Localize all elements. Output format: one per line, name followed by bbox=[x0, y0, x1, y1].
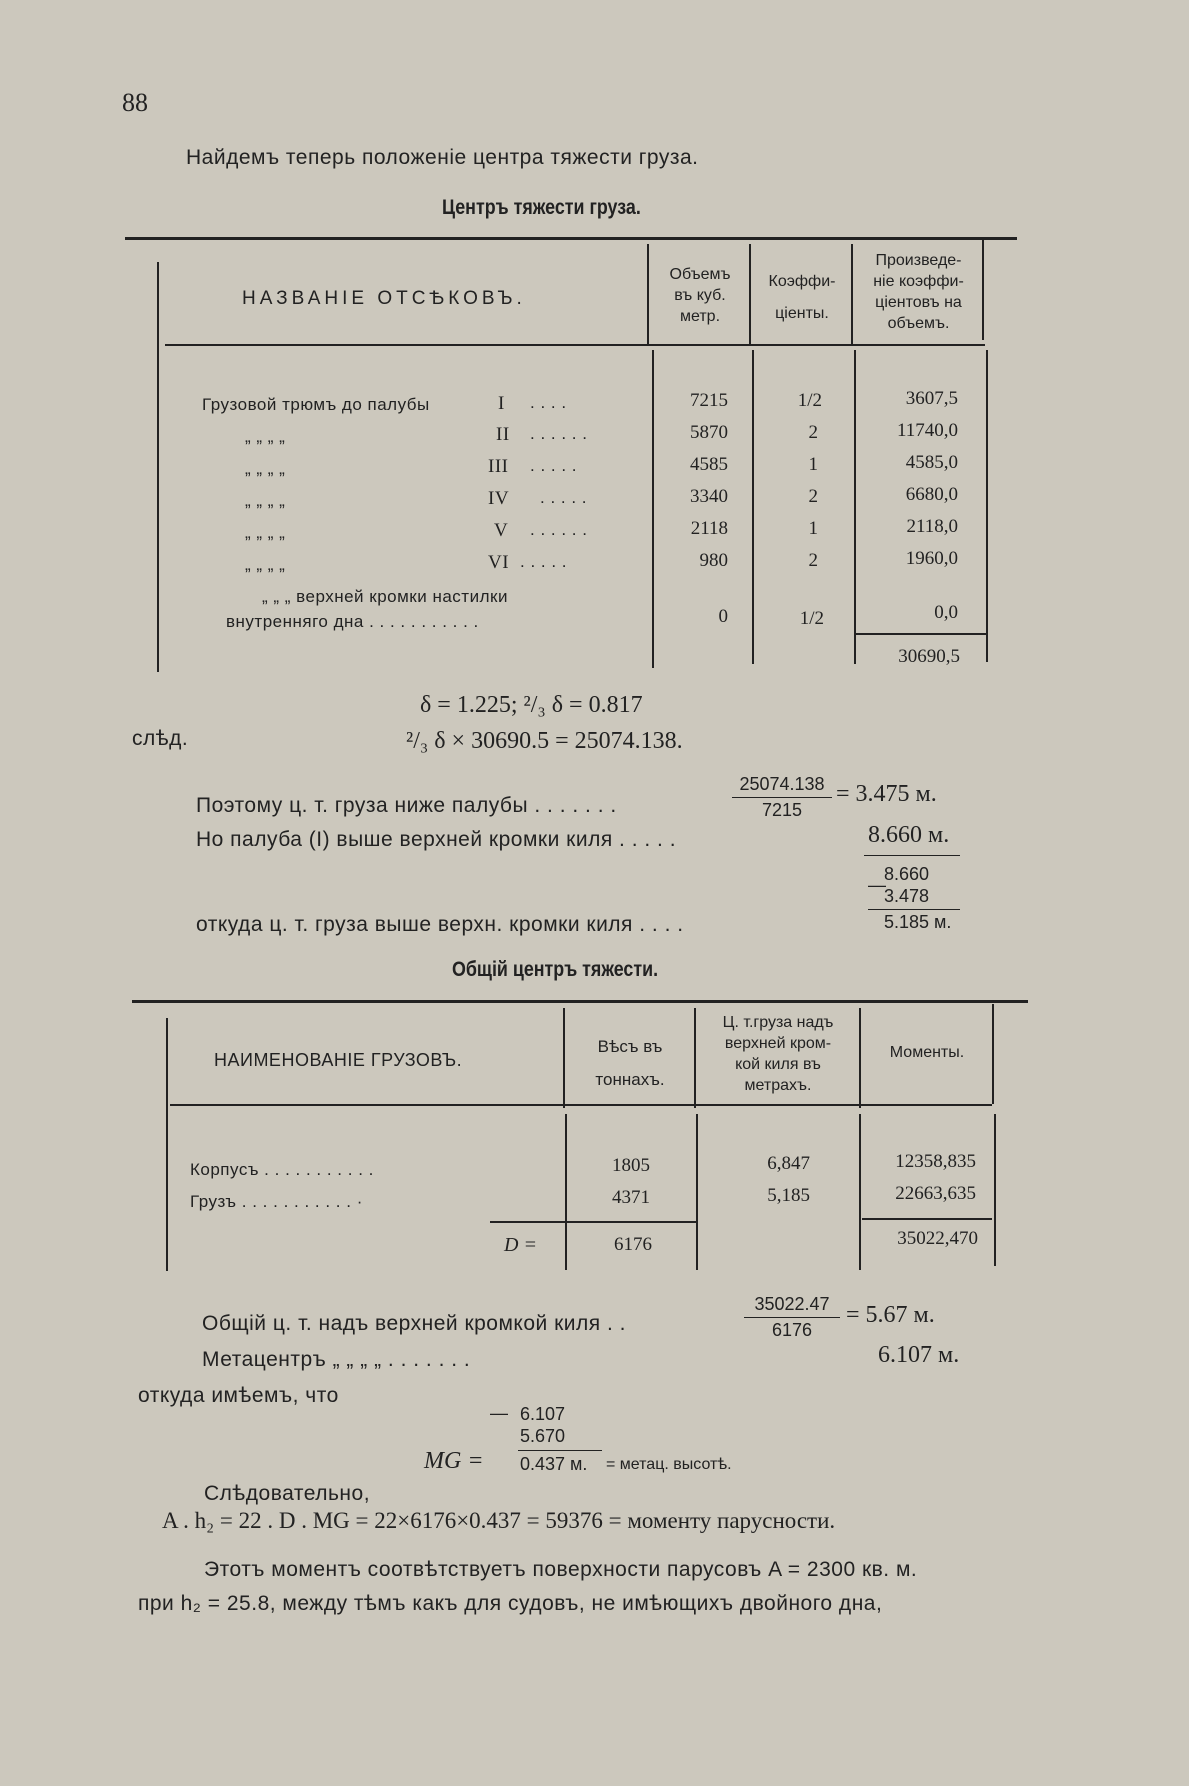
paragraph-line-1: Этотъ моментъ соотвѣтствуетъ поверхности парусовъ A = 2300 кв. м. bbox=[204, 1558, 918, 1581]
table2-header-moments: Моменты. bbox=[889, 1044, 965, 1061]
row-numeral: VI bbox=[488, 552, 510, 573]
sled-label: слѣд. bbox=[132, 727, 189, 750]
row-label: „ „ „ „ bbox=[245, 523, 286, 542]
row-coef: 2 bbox=[808, 550, 818, 571]
row-product: 0,0 bbox=[934, 602, 958, 623]
row-product: 11740,0 bbox=[896, 420, 958, 441]
table1-divider bbox=[851, 244, 853, 344]
table2-divider bbox=[859, 1008, 861, 1108]
fraction-bar bbox=[744, 1317, 840, 1318]
table2-divider bbox=[694, 1008, 696, 1108]
row-volume: 4585 bbox=[690, 454, 728, 475]
table2-left-border bbox=[166, 1018, 168, 1271]
row-coef: 1 bbox=[808, 518, 818, 539]
row-dots: . . . . . bbox=[540, 488, 588, 507]
table1-header-product: Произведе- ніе коэффи- ціентовъ на объемъ. bbox=[873, 252, 964, 332]
row-weight: 4371 bbox=[612, 1187, 650, 1208]
table2-right-border bbox=[992, 1004, 994, 1104]
row-product: 3607,5 bbox=[905, 388, 958, 409]
table1-title: Центръ тяжести груза. bbox=[442, 196, 641, 219]
calc2-sub-a: 6.107 bbox=[520, 1404, 566, 1424]
mg-tail: = метац. высотѣ. bbox=[606, 1456, 732, 1473]
table2-total-rule bbox=[490, 1221, 696, 1223]
calc2-line3-text: откуда имѣемъ, что bbox=[138, 1384, 339, 1407]
calc2-line1-text: Общій ц. т. надъ верхней кромкой киля . . bbox=[202, 1312, 626, 1335]
row-coef: 2 bbox=[808, 486, 818, 507]
table2-right-border bbox=[994, 1114, 996, 1266]
row-product: 2118,0 bbox=[906, 516, 958, 537]
table1-header-rule bbox=[165, 344, 985, 346]
row-dots: . . . . . . bbox=[530, 424, 588, 443]
calc1-line3-result: 5.185 м. bbox=[884, 912, 952, 932]
delta-equation: δ = 1.225; ²/₃ δ = 0.817 bbox=[420, 692, 643, 718]
row-cg: 5,185 bbox=[767, 1185, 810, 1206]
row-label: внутренняго дна . . . . . . . . . . . bbox=[226, 612, 479, 631]
row-label: „ „ „ верхней кромки настилки bbox=[262, 587, 508, 606]
fraction-bar bbox=[732, 797, 832, 798]
table2-divider bbox=[859, 1114, 861, 1270]
row-volume: 0 bbox=[718, 606, 728, 627]
calc1-numerator: 25074.138 bbox=[739, 774, 825, 794]
formula: A . h₂ = 22 . D . MG = 22×6176×0.437 = 59376 = моменту парусности. bbox=[162, 1508, 836, 1533]
table2-top-rule bbox=[132, 1000, 1028, 1003]
table1-top-rule bbox=[125, 237, 1017, 240]
mg-label: MG = bbox=[424, 1448, 484, 1474]
row-cg: 6,847 bbox=[767, 1153, 810, 1174]
calc2-numerator: 35022.47 bbox=[754, 1294, 830, 1314]
table2-title: Общій центръ тяжести. bbox=[452, 958, 659, 981]
row-coef: 1/2 bbox=[797, 390, 822, 411]
row-coef: 1/2 bbox=[799, 608, 824, 629]
table1-right-border bbox=[986, 350, 988, 662]
row-volume: 2118 bbox=[690, 518, 728, 539]
calc2-sub-b: 5.670 bbox=[520, 1426, 566, 1446]
table2-divider bbox=[565, 1114, 567, 1270]
subtraction-rule bbox=[518, 1450, 602, 1451]
row-product: 1960,0 bbox=[905, 548, 958, 569]
row-numeral: IV bbox=[488, 488, 510, 509]
table1-left-border bbox=[157, 262, 159, 672]
table2-header-rule bbox=[170, 1104, 992, 1106]
conclusion-text: Слѣдовательно, bbox=[204, 1482, 371, 1505]
paragraph-line-2: при h₂ = 25.8, между тѣмъ какъ для судовъ, не имѣющихъ двойного дна, bbox=[138, 1592, 883, 1615]
row-label: „ „ „ „ bbox=[245, 459, 286, 478]
row-label: „ „ „ „ bbox=[245, 427, 286, 446]
row-numeral: V bbox=[494, 520, 509, 541]
row-moment: 12358,835 bbox=[895, 1151, 976, 1172]
table2-header-name: НАИМЕНОВАНІЕ ГРУЗОВЪ. bbox=[214, 1050, 463, 1070]
minus-sign: — bbox=[490, 1403, 508, 1423]
row-moment: 22663,635 bbox=[895, 1183, 976, 1204]
calc2-denominator: 6176 bbox=[771, 1320, 813, 1340]
row-volume: 3340 bbox=[690, 486, 728, 507]
table1-total-rule bbox=[856, 633, 986, 635]
table1-total: 30690,5 bbox=[898, 646, 960, 667]
calc1-sub-a: 8.660 bbox=[884, 864, 930, 884]
calc1-denominator: 7215 bbox=[761, 800, 803, 820]
table1-divider bbox=[652, 350, 654, 668]
row-numeral: III bbox=[488, 456, 509, 477]
table1-divider bbox=[854, 350, 856, 664]
sum-rule bbox=[864, 855, 960, 856]
page-number: 88 bbox=[122, 88, 148, 117]
row-label: „ „ „ „ bbox=[245, 555, 286, 574]
minus-sign: — bbox=[868, 875, 886, 895]
row-numeral: I bbox=[498, 393, 505, 414]
product-equation: ²/₃ δ × 30690.5 = 25074.138. bbox=[406, 728, 683, 754]
table2-divider bbox=[563, 1008, 565, 1108]
table1-header-volume: Объемъ въ куб. метр. bbox=[669, 266, 731, 325]
row-product: 6680,0 bbox=[905, 484, 958, 505]
table1-divider bbox=[752, 350, 754, 664]
table1-divider bbox=[749, 244, 751, 344]
row-dots: . . . . . bbox=[530, 456, 578, 475]
table1-right-border bbox=[982, 240, 984, 340]
mg-result: 0.437 м. bbox=[520, 1454, 588, 1474]
calc2-line2-result: 6.107 м. bbox=[878, 1342, 960, 1368]
calc1-line2-text: Но палуба (I) выше верхней кромки киля . . . . . bbox=[196, 828, 677, 851]
calc1-line1-result: = 3.475 м. bbox=[836, 781, 937, 807]
subtraction-rule bbox=[868, 909, 960, 910]
calc2-line1-result: = 5.67 м. bbox=[846, 1302, 935, 1328]
row-label: Грузовой трюмъ до палубы bbox=[202, 395, 430, 414]
table1-divider bbox=[647, 244, 649, 344]
table2-header-weight: Вѣсъ въ тоннахъ. bbox=[595, 1037, 665, 1089]
calc2-line2-text: Метацентръ „ „ „ „ . . . . . . . bbox=[202, 1348, 471, 1371]
displacement-label: D = bbox=[504, 1234, 537, 1256]
table2-total-moment: 35022,470 bbox=[897, 1228, 978, 1249]
row-volume: 7215 bbox=[690, 390, 728, 411]
calc1-sub-b: 3.478 bbox=[884, 886, 930, 906]
row-product: 4585,0 bbox=[905, 452, 958, 473]
table2-header-cg: Ц. т.груза надъ верхней кром- кой киля въ метрахъ. bbox=[722, 1014, 834, 1094]
row-numeral: II bbox=[496, 424, 510, 445]
row-volume: 5870 bbox=[690, 422, 728, 443]
table1-header-coef: Коэффи- ціенты. bbox=[768, 273, 836, 322]
table1-header-name: НАЗВАНІЕ ОТСѢКОВЪ. bbox=[242, 288, 526, 309]
row-label: Корпусъ . . . . . . . . . . . bbox=[190, 1160, 374, 1179]
row-dots: . . . . bbox=[530, 393, 567, 412]
row-volume: 980 bbox=[699, 550, 728, 571]
row-dots: . . . . . . bbox=[530, 520, 588, 539]
row-label: „ „ „ „ bbox=[245, 491, 286, 510]
row-label: Грузъ . . . . . . . . . . . · bbox=[190, 1192, 363, 1211]
table2-total-weight: 6176 bbox=[614, 1234, 652, 1255]
row-coef: 2 bbox=[808, 422, 818, 443]
row-coef: 1 bbox=[808, 454, 818, 475]
table2-total-rule bbox=[862, 1218, 992, 1220]
calc1-line2-result: 8.660 м. bbox=[868, 822, 950, 848]
row-weight: 1805 bbox=[612, 1155, 650, 1176]
row-dots: . . . . . bbox=[520, 552, 568, 571]
intro-text: Найдемъ теперь положеніе центра тяжести груза. bbox=[186, 146, 699, 169]
calc1-line3-text: откуда ц. т. груза выше верхн. кромки киля . . . . bbox=[196, 913, 684, 936]
calc1-line1-text: Поэтому ц. т. груза ниже палубы . . . . . . . bbox=[196, 794, 617, 817]
